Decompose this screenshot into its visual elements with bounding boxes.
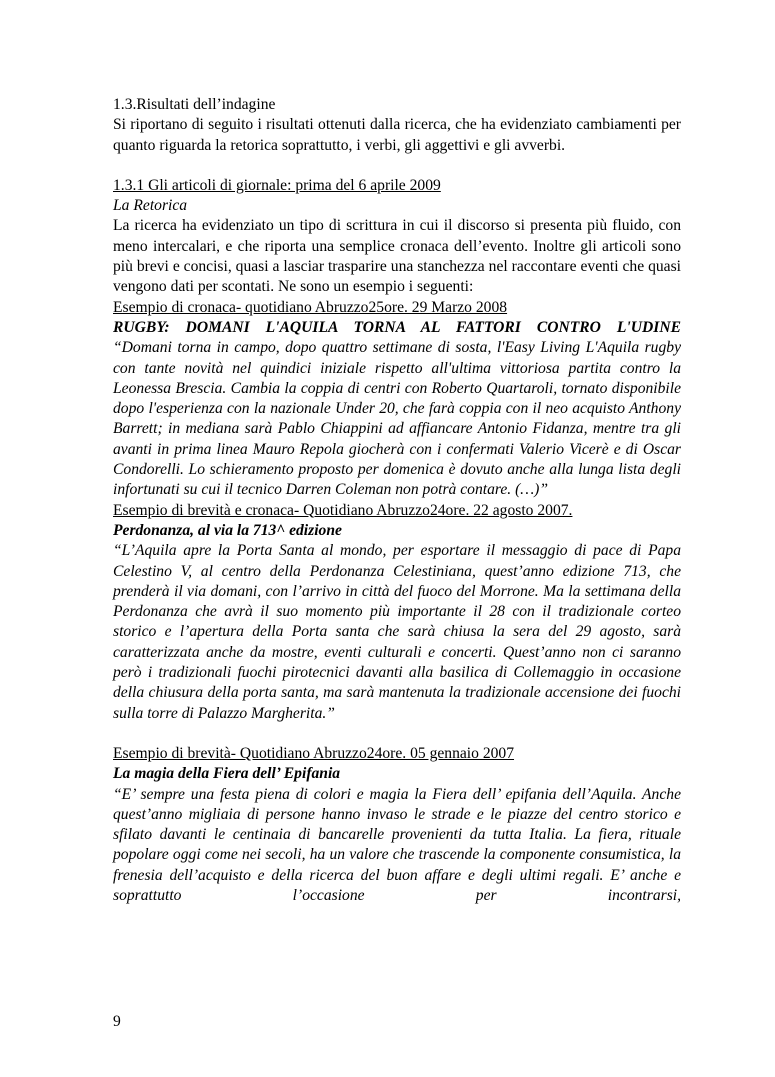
section-title: 1.3.Risultati dell’indagine [113, 96, 276, 113]
example-caption: Esempio di cronaca- quotidiano Abruzzo25ore. 29 Marzo 2008 [113, 298, 508, 316]
page-number: 9 [113, 1013, 121, 1030]
subsection-title: 1.3.1 Gli articoli di giornale: prima del 6 aprile 2009 [113, 176, 441, 194]
example-headline: RUGBY: DOMANI L'AQUILA TORNA AL FATTORI CONTRO L'UDINE [113, 318, 681, 336]
example-quote: “L’Aquila apre la Porta Santa al mondo, per esportare il messaggio di pace di Papa Celestino V, al centro della Perdonanza Celestiniana, quest’anno edizione 713, che prenderà il via domani, con l’arrivo in città del fuoco del Morrone. Ma la settimana della Perdonanza che avrà il suo momento più importante il 28 con il tradizionale corteo storico e l’apertura della Porta santa che sarà chiusa la sera del 29 agosto, sarà caratterizzata anche da mostre, eventi culturali e concerti. Quest’anno non ci saranno però i tradizionali fuochi pirotecnici davanti alla basilica di Collemaggio in occasione della chiusura della porta santa, ma sarà mantenuta la tradizionale accensione dei fuochi sulla torre di Palazzo Margherita.” [113, 542, 681, 722]
spacer [113, 724, 681, 744]
page-content [113, 95, 681, 906]
example-headline: Perdonanza, al via la 713^ edizione [113, 521, 342, 539]
example-quote: “E’ sempre una festa piena di colori e magia la Fiera dell’ epifania dell’Aquila. Anche quest’anno migliaia di persone hanno invaso le strade e le piazze del centro storico e sfilato davanti le centinaia di bancarelle provenienti da tutta Italia. La fiera, rituale popolare oggi come nei secoli, ha un valore che trascende la componente consumistica, la frenesia dell’acquisto e della ricerca del buon affare e degli ultimi regali. E’ anche e soprattutto l’occasione per incontrarsi, [113, 785, 681, 904]
retorica-label: La Retorica [113, 197, 188, 215]
example-caption: Esempio di brevità- Quotidiano Abruzzo24ore. 05 gennaio 2007 [113, 744, 515, 762]
spacer [113, 156, 681, 176]
example-caption: Esempio di brevità e cronaca- Quotidiano Abruzzo24ore. 22 agosto 2007. [113, 501, 573, 519]
example-quote: “Domani torna in campo, dopo quattro settimane di sosta, l'Easy Living L'Aquila rugby con tante novità nel quindici iniziale rispetto all'ultima vittoriosa partita contro la Leonessa Brescia. Cambia la coppia di centri con Roberto Quartaroli, tornato disponibile dopo l'esperienza con la nazionale Under 20, che farà coppia con il neo acquisto Anthony Barrett; in mediana sarà Pablo Chiappini ad affiancare Antonio Fidanza, mentre tra gli avanti in prima linea Mauro Repola giocherà con i confermati Valerio Vicerè e di Oscar Condorelli. Lo schieramento proposto per domenica è dovuto anche alla lunga lista degli infortunati su cui il tecnico Darren Coleman non potrà contare. (…)” [113, 339, 681, 499]
retorica-paragraph: La ricerca ha evidenziato un tipo di scrittura in cui il discorso si presenta più fluido, con meno intercalari, e che riporta una semplice cronaca dell’evento. Inoltre gli articoli sono più brevi e concisi, quasi a lasciar trasparire una stanchezza nel raccontare eventi che quasi vengono dati per scontati. Ne sono un esempio i seguenti: [113, 217, 681, 296]
example-headline: La magia della Fiera dell’ Epifania [113, 765, 341, 783]
intro-paragraph: Si riportano di seguito i risultati ottenuti dalla ricerca, che ha evidenziato cambiamenti per quanto riguarda la retorica soprattutto, i verbi, gli aggettivi e gli avverbi. [113, 116, 681, 154]
